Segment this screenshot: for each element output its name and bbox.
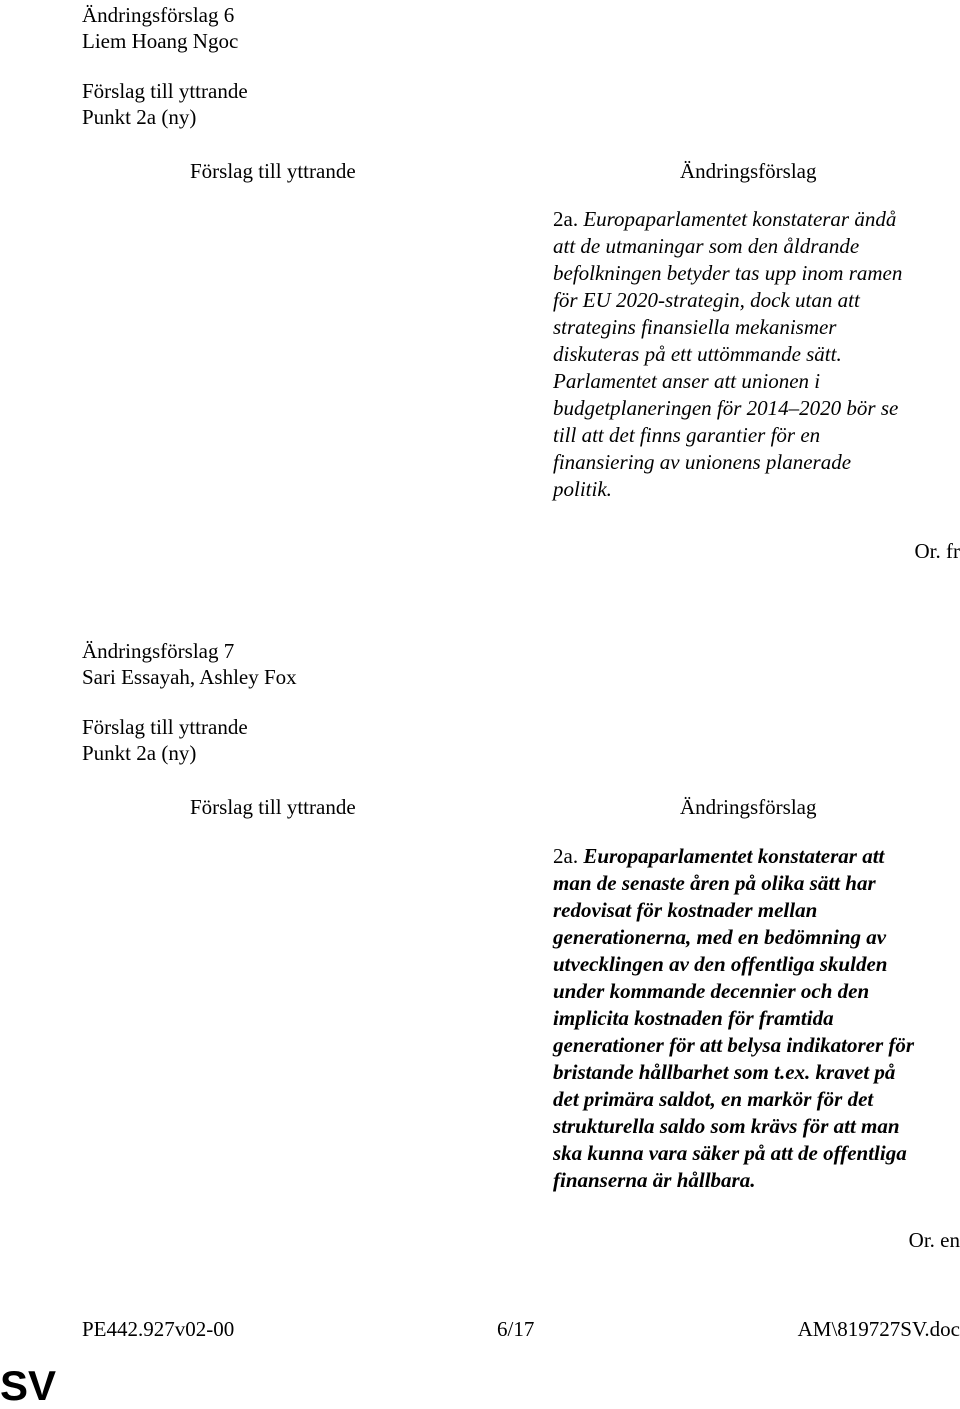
footer-file-name: AM\819727SV.doc: [797, 1317, 960, 1341]
amendment-text: [553, 843, 953, 1194]
language-badge: SV: [0, 1362, 57, 1409]
amendment-text-line: finanserna är hållbara.: [553, 1168, 756, 1192]
amendment-text-line: utvecklingen av den offentliga skulden: [553, 952, 888, 976]
amendment-text-line: strategins finansiella mekanismer: [553, 315, 837, 339]
original-language: Or. en: [908, 1228, 960, 1252]
paragraph-number: 2a.: [553, 207, 579, 231]
original-language: Or. fr: [914, 539, 960, 563]
column-header-amendment: Ändringsförslag: [680, 795, 817, 819]
amendment-text-line: strukturella saldo som krävs för att man: [553, 1114, 900, 1138]
amendment-label: Förslag till yttrande: [82, 715, 248, 739]
amendment-text-line: finansiering av unionens planerade: [553, 450, 852, 474]
amendment-authors: Sari Essayah, Ashley Fox: [82, 665, 297, 689]
column-header-amendment: Ändringsförslag: [680, 159, 817, 183]
amendment-text-line: bristande hållbarhet som t.ex. kravet på: [553, 1060, 896, 1084]
amendment-text-line: befolkningen betyder tas upp inom ramen: [553, 261, 903, 285]
footer-page-number: 6/17: [497, 1317, 535, 1341]
column-header-original: Förslag till yttrande: [190, 795, 356, 819]
amendment-text-first-line: [553, 206, 953, 233]
amendment-authors: Liem Hoang Ngoc: [82, 29, 239, 53]
amendment-text-line: Parlamentet anser att unionen i: [553, 369, 821, 393]
amendment-text-line: politik.: [553, 477, 612, 501]
amendment-text-line: generationerna, med en bedömning av: [553, 925, 887, 949]
amendment-text-first-line: [553, 843, 953, 870]
amendment-point: Punkt 2a (ny): [82, 741, 197, 765]
amendment-text-line: generationer för att belysa indikatorer för: [553, 1033, 915, 1057]
footer-doc-ref: PE442.927v02-00: [82, 1317, 235, 1341]
amendment-text-line: under kommande decennier och den: [553, 979, 870, 1003]
amendment-text-line: för EU 2020-strategin, dock utan att: [553, 288, 860, 312]
paragraph-number: 2a.: [553, 844, 579, 868]
amendment-label: Förslag till yttrande: [82, 79, 248, 103]
amendment-text-line: implicita kostnaden för framtida: [553, 1006, 834, 1030]
amendment-point: Punkt 2a (ny): [82, 105, 197, 129]
amendment-text-line: diskuteras på ett uttömmande sätt.: [553, 342, 842, 366]
amendment-text-line: Europaparlamentet konstaterar ändå: [583, 207, 897, 231]
amendment-text-line: ska kunna vara säker på att de offentliga: [553, 1141, 907, 1165]
amendment-text: [553, 206, 953, 503]
amendment-text-line: man de senaste åren på olika sätt har: [553, 871, 876, 895]
amendment-text-line: till att det finns garantier för en: [553, 423, 821, 447]
column-header-original: Förslag till yttrande: [190, 159, 356, 183]
amendment-text-line: redovisat för kostnader mellan: [553, 898, 818, 922]
amendment-text-line: Europaparlamentet konstaterar att: [583, 844, 885, 868]
amendment-text-line: budgetplaneringen för 2014–2020 bör se: [553, 396, 899, 420]
amendment-text-line: det primära saldot, en markör för det: [553, 1087, 874, 1111]
amendment-text-line: att de utmaningar som den åldrande: [553, 234, 860, 258]
amendment-heading: Ändringsförslag 6: [82, 3, 235, 27]
amendment-heading: Ändringsförslag 7: [82, 639, 235, 663]
